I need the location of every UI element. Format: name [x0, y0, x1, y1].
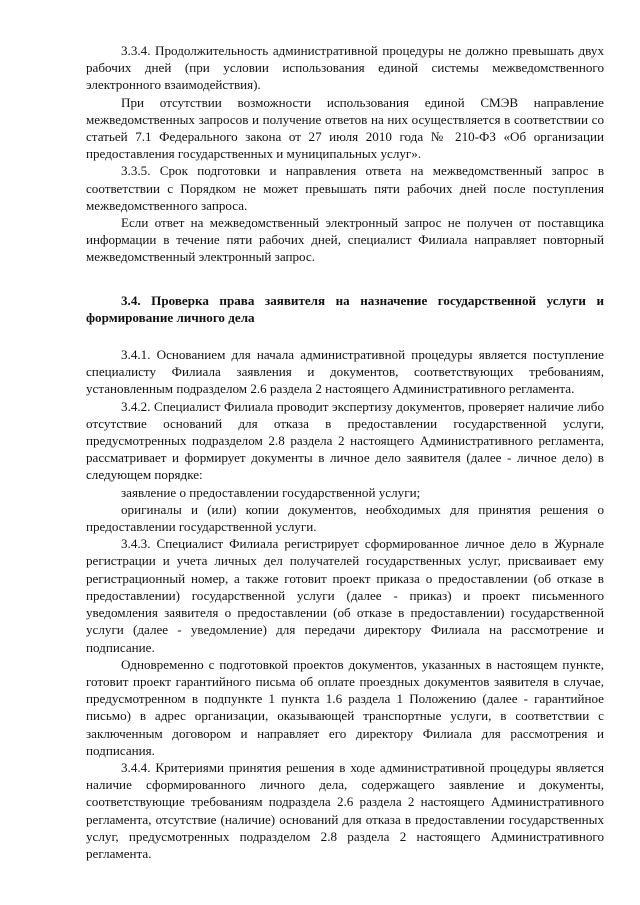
paragraph-3-3-4: 3.3.4. Продолжительность административной процедуры не должно превышать двух рабочих дней (при условии использования единой системы межведомственного электронного взаимодействия).	[86, 43, 604, 93]
paragraph-smev-absence: При отсутствии возможности использования единой СМЭВ направление межведомственных запросов и получение ответов на них осуществляется в соответствии со статьей 7.1 Федерального закона от 27 июля 2010 года № 210-ФЗ «Об организации предоставления государственных и муниципальных услуг».	[86, 94, 604, 162]
paragraph-3-3-5: 3.3.5. Срок подготовки и направления ответа на межведомственный запрос в соответствии с Порядком не может превышать пяти рабочих дней после поступления межведомственного запроса.	[86, 163, 604, 213]
paragraph-guarantee-letter: Одновременно с подготовкой проектов документов, указанных в настоящем пункте, готовит проект гарантийного письма об оплате проездных документов заявителя в случае, предусмотренном в подпункте 1 пункта 1.6 раздела 1 Положению (далее - гарантийное письмо) в адрес организации, оказывающей транспортные услуги, в соответствии с заключенным договором и направляет его директору Филиала для рассмотрения и подписания.	[86, 656, 604, 758]
list-item-application: заявление о предоставлении государственной услуги;	[121, 484, 421, 500]
paragraph-no-response: Если ответ на межведомственный электронный запрос не получен от поставщика информации в течение пяти рабочих дней, специалист Филиала направляет повторный межведомственный электронный запрос.	[86, 215, 604, 265]
paragraph-3-4-3: 3.4.3. Специалист Филиала регистрирует сформированное личное дело в Журнале регистрации и учета личных дел получателей государственных услуг, присваивает ему регистрационный номер, а также готовит проект приказа о предоставлении (об отказе в предоставлении) государственной услуги (далее - приказ) и проект письменного уведомления заявителя о предоставлении (об отказе в предоставлении) государственной услуги (далее - уведомление) для передачи директору Филиала на рассмотрение и подписание.	[86, 536, 604, 655]
section-heading-3-4: 3.4. Проверка права заявителя на назначение государственной услуги и формирование личного дела	[86, 292, 604, 325]
paragraph-3-4-1: 3.4.1. Основанием для начала административной процедуры является поступление специалисту Филиала заявления и документов, соответствующих требованиям, установленным подразделом 2.6 раздела 2 настоящего Административного регламента.	[86, 347, 604, 397]
paragraph-3-4-2: 3.4.2. Специалист Филиала проводит экспертизу документов, проверяет наличие либо отсутствие оснований для отказа в предоставлении государственной услуги, предусмотренных подразделом 2.8 раздела 2 настоящего Административного регламента, рассматривает и формирует документы в личное дело заявителя (далее - личное дело) в следующем порядке:	[86, 398, 604, 483]
document-page	[86, 42, 604, 862]
paragraph-3-4-4: 3.4.4. Критериями принятия решения в ходе административной процедуры является наличие сформированного личного дела, содержащего заявление и документы, соответствующие требованиям подраздела 2.6 раздела 2 настоящего Административного регламента, отсутствие (наличие) оснований для отказа в предоставлении государственных услуг, предусмотренных подразделом 2.8 раздела 2 настоящего Административного регламента.	[86, 759, 604, 861]
list-item-originals: оригиналы и (или) копии документов, необходимых для принятия решения о предоставлении государственной услуги.	[86, 501, 604, 535]
